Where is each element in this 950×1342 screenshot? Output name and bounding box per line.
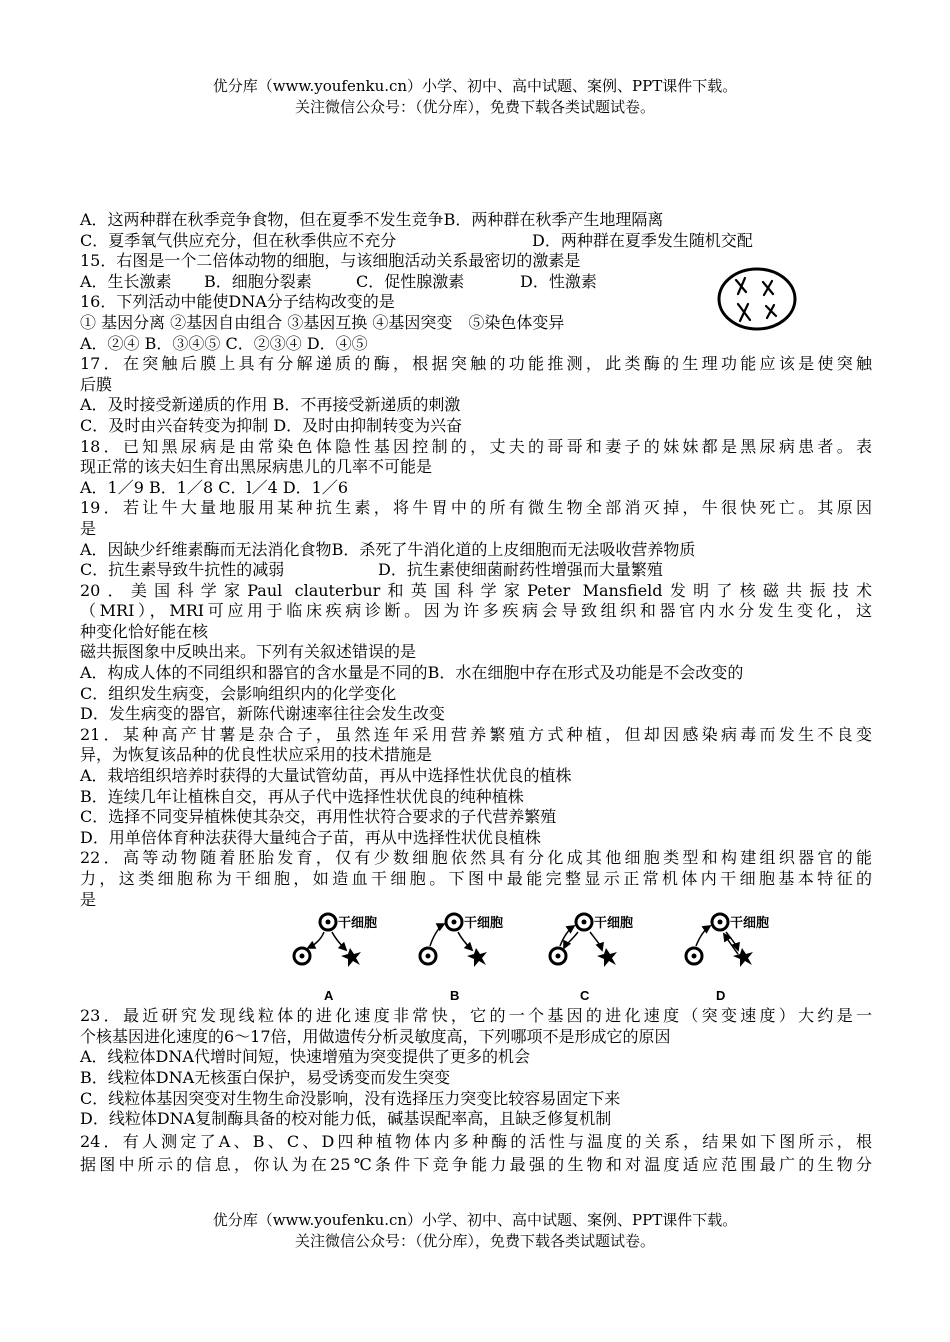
question-content	[80, 210, 872, 1176]
q21-option-a: A．栽培组织培养时获得的大量试管幼苗，再从中选择性状优良的植株	[80, 766, 572, 786]
q22-stem-line1: 22．高等动物随着胚胎发育，仅有少数细胞依然具有分化成其他细胞类型和构建组织器官的能	[80, 848, 872, 868]
q23-option-b: B．线粒体DNA无核蛋白保护，易受诱变而发生突变	[80, 1067, 451, 1087]
footer-line-1: 优分库（www.youfenku.cn）小学、初中、高中试题、案例、PPT课件下载。	[212, 1211, 738, 1229]
q20-option-c: C．组织发生病变，会影响组织内的化学变化	[80, 683, 397, 703]
q21-option-b: B．连续几年让植株自交，再从子代中选择性状优良的纯种植株	[80, 786, 524, 806]
q15-options	[80, 272, 872, 293]
stem-cell-label: 干细胞	[338, 915, 378, 931]
q21-option-d: D．用单倍体育种法获得大量纯合子苗，再从中选择性状优良植株	[80, 827, 541, 847]
differentiated-cell	[341, 948, 361, 967]
differentiated-cell	[467, 948, 487, 967]
q20-option-a: A．构成人体的不同组织和器官的含水量是不同的	[80, 663, 428, 683]
q19-options-row2	[80, 560, 872, 581]
q24-stem-line2: 据图中所示的信息，你认为在25℃条件下竞争能力最强的生物和对温度适应范围最广的生物分	[80, 1154, 872, 1174]
q23-stem-line1: 23．最近研究发现线粒体的进化速度非常快，它的一个基因的进化速度（突变速度）大约是一	[80, 1006, 872, 1026]
q22-stem-line3: 是	[80, 889, 97, 909]
header-line-1: 优分库（www.youfenku.cn）小学、初中、高中试题、案例、PPT课件下载。	[212, 77, 738, 95]
panel-a	[294, 914, 377, 1003]
panel-b	[420, 914, 503, 1003]
q16-stem: 16．下列活动中能使DNA分子结构改变的是	[80, 292, 395, 312]
q21-stem-line1: 21．某种高产甘薯是杂合子，虽然连年采用营养繁殖方式种植，但却因感染病毒而发生不良变	[80, 724, 872, 744]
page-footer	[0, 1210, 950, 1252]
q18-stem-line2: 现正常的该夫妇生育出黑尿病患儿的几率不可能是	[80, 457, 433, 477]
q20-option-b: B．水在细胞中存在形式及功能是不会改变的	[427, 663, 744, 683]
q21-option-c: C．选择不同变异植株使其杂交，再用性状符合要求的子代营养繁殖	[80, 807, 557, 827]
panel-label-d: D	[716, 988, 726, 1004]
q14-option-b: B．两种群在秋季产生地理隔离	[443, 210, 664, 229]
q19-stem-line2: 是	[80, 518, 97, 538]
stem-cell-label: 干细胞	[594, 915, 634, 931]
q19-options-row1	[80, 540, 872, 561]
q22-stem-line2: 力，这类细胞称为干细胞，如造血干细胞。下图中最能完整显示正常机体内干细胞基本特征的	[80, 869, 872, 888]
q17-options-cd: C．及时由兴奋转变为抑制 D．及时由抑制转变为兴奋	[80, 415, 463, 435]
q19-stem-line1: 19．若让牛大量地服用某种抗生素，将牛胃中的所有微生物全部消灭掉，牛很快死亡。其原因	[80, 498, 872, 518]
q23-option-c: C．线粒体基因突变对生物生命没影响，没有选择压力突变比较容易固定下来	[80, 1088, 621, 1108]
q19-option-d: D．抗生素使细菌耐药性增强而大量繁殖	[378, 560, 663, 580]
q21-stem-line2: 异，为恢复该品种的优良性状应采用的技术措施是	[80, 745, 433, 765]
panel-c	[550, 914, 633, 1003]
q18-options: A．1／9 B．1／8 C．l／4 D．1／6	[80, 477, 349, 497]
q15-option-b: B．细胞分裂素	[204, 271, 312, 291]
footer-line-2: 关注微信公众号：（优分库），免费下载各类试题试卷。	[294, 1232, 655, 1250]
q14-option-a: A．这两种群在秋季竞争食物，但在夏季不发生竞争	[80, 210, 444, 229]
q20-stem-line1: 20．美国科学家Paul clauterbur和英国科学家Peter Mansfield发明了核磁共振技术	[80, 580, 872, 600]
q18-stem-line1: 18．已知黑尿病是由常染色体隐性基因控制的，丈夫的哥哥和妻子的妹妹都是黑尿病患者。表	[80, 436, 872, 456]
q23-option-a: A．线粒体DNA代增时间短，快速增殖为突变提供了更多的机会	[80, 1047, 530, 1067]
q20-options-row1	[80, 663, 872, 684]
q14-option-c: C．夏季氧气供应充分，但在秋季供应不充分	[80, 230, 397, 250]
stem-cell-label: 干细胞	[730, 915, 770, 931]
q20-stem-line3: 种变化恰好能在核	[80, 621, 209, 641]
q19-option-a: A．因缺少纤维素酶而无法消化食物	[80, 539, 332, 559]
q20-option-d: D．发生病变的器官，新陈代谢速率往往会发生改变	[80, 704, 445, 724]
q14-options-row2	[80, 231, 872, 252]
stem-cell-figures	[80, 910, 872, 1006]
panel-label-c: C	[580, 988, 590, 1004]
panel-d	[686, 914, 769, 1003]
q16-options: A．②④ B．③④⑤ C．②③④ D．④⑤	[80, 333, 368, 353]
q15-option-c: C．促性腺激素	[356, 271, 465, 291]
stem-cell-label: 干细胞	[464, 915, 504, 931]
q23-option-d: D．线粒体DNA复制酶具备的校对能力低，碱基误配率高，且缺乏修复机制	[80, 1109, 612, 1129]
q17-stem-line1: 17．在突触后膜上具有分解递质的酶，根据突触的功能推测，此类酶的生理功能应该是使突触	[80, 354, 872, 374]
q23-stem-line2: 个核基因进化速度的6～17倍，用做遗传分析灵敏度高，下列哪项不是形成它的原因	[80, 1026, 671, 1046]
q20-stem-line2: （MRI），MRI可应用于临床疾病诊断。因为许多疾病会导致组织和器官内水分发生变化，这	[80, 601, 872, 621]
q17-options-ab: A．及时接受新递质的作用 B．不再接受新递质的刺激	[80, 395, 461, 415]
differentiated-cell	[597, 948, 617, 967]
panel-label-a: A	[324, 988, 334, 1004]
stem-cell-diagram	[80, 910, 872, 1006]
q14-options-row1	[80, 210, 872, 231]
q20-stem-line4: 磁共振图象中反映出来。下列有关叙述错误的是	[80, 642, 417, 662]
q15-option-d: D．性激素	[520, 271, 597, 291]
header-line-2: 关注微信公众号：（优分库），免费下载各类试题试卷。	[294, 98, 655, 116]
q19-option-b: B．杀死了牛消化道的上皮细胞而无法吸收营养物质	[331, 539, 696, 559]
q24-stem-line1: 24．有人测定了A、B、C、D四种植物体内多种酶的活性与温度的关系，结果如下图所示，根	[80, 1131, 872, 1151]
q19-option-c: C．抗生素导致牛抗性的减弱	[80, 560, 285, 580]
q15-option-a: A．生长激素	[80, 271, 172, 291]
q15-stem: 15．右图是一个二倍体动物的细胞，与该细胞活动关系最密切的激素是	[80, 251, 581, 271]
panel-label-b: B	[450, 988, 460, 1004]
q14-option-d: D．两种群在夏季发生随机交配	[532, 230, 753, 250]
q17-stem-line2: 后膜	[80, 374, 113, 394]
q16-items: ① 基因分离 ②基因自由组合 ③基因互换 ④基因突变 ⑤染色体变异	[80, 312, 565, 332]
page-header	[0, 76, 950, 118]
